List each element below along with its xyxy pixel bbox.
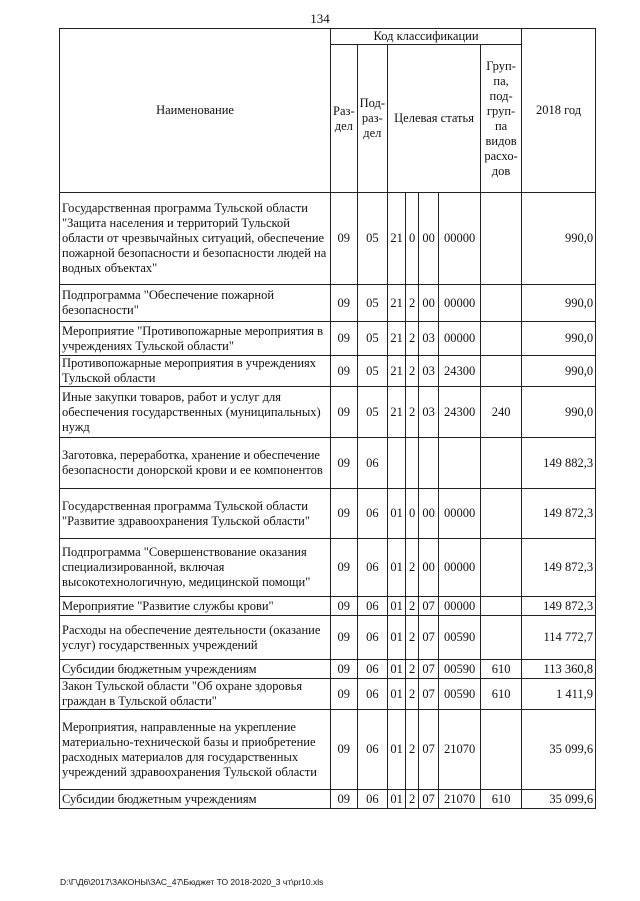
row-target-program: 21 <box>388 356 406 387</box>
table-row <box>60 616 596 660</box>
row-name: Субсидии бюджетным учреждениям <box>60 660 331 679</box>
row-amount: 113 360,8 <box>522 660 596 679</box>
row-target-event: 00 <box>419 539 439 597</box>
row-target-program: 21 <box>388 387 406 438</box>
row-amount: 990,0 <box>522 193 596 285</box>
row-expense-group <box>481 710 522 790</box>
row-expense-group <box>481 539 522 597</box>
row-name: Подпрограмма "Совершенствование оказания специализированной, включая высокотехнологичную, медицинской помощи" <box>60 539 331 597</box>
row-amount: 149 872,3 <box>522 539 596 597</box>
row-target-event: 07 <box>419 597 439 616</box>
row-name: Подпрограмма "Обеспечение пожарной безопасности" <box>60 285 331 322</box>
budget-table <box>59 28 596 809</box>
row-expense-group <box>481 285 522 322</box>
row-expense-group <box>481 597 522 616</box>
row-target-subprogram: 0 <box>406 193 419 285</box>
row-amount: 35 099,6 <box>522 790 596 809</box>
row-amount: 35 099,6 <box>522 710 596 790</box>
table-row <box>60 660 596 679</box>
row-podrazdel: 05 <box>357 285 387 322</box>
row-target-program: 01 <box>388 539 406 597</box>
row-target-subprogram: 2 <box>406 356 419 387</box>
row-target-direction: 00000 <box>439 539 481 597</box>
table-row <box>60 193 596 285</box>
header-target-article: Целевая статья <box>388 45 481 193</box>
row-target-subprogram: 2 <box>406 710 419 790</box>
row-target-event: 00 <box>419 489 439 539</box>
row-razdel: 09 <box>331 356 358 387</box>
row-podrazdel: 06 <box>357 710 387 790</box>
row-target-program: 01 <box>388 790 406 809</box>
table-row <box>60 679 596 710</box>
row-target-subprogram: 2 <box>406 597 419 616</box>
header-year: 2018 год <box>522 29 596 193</box>
header-expense-group: Груп- па, под- груп- па видов расхо- дов <box>481 45 522 193</box>
row-amount: 149 882,3 <box>522 438 596 489</box>
row-target-subprogram: 2 <box>406 322 419 356</box>
table-row <box>60 285 596 322</box>
row-razdel: 09 <box>331 193 358 285</box>
row-target-program: 21 <box>388 322 406 356</box>
row-podrazdel: 05 <box>357 356 387 387</box>
row-name: Мероприятия, направленные на укрепление материально-технической базы и приобретение расходных материалов для государственных учреждений здравоохранения Тульской области <box>60 710 331 790</box>
row-amount: 990,0 <box>522 285 596 322</box>
table-row <box>60 489 596 539</box>
row-expense-group: 610 <box>481 790 522 809</box>
row-target-event: 07 <box>419 710 439 790</box>
row-podrazdel: 06 <box>357 597 387 616</box>
row-target-event: 07 <box>419 616 439 660</box>
row-target-event: 03 <box>419 322 439 356</box>
row-target-subprogram: 0 <box>406 489 419 539</box>
row-target-subprogram: 2 <box>406 539 419 597</box>
row-target-event: 03 <box>419 356 439 387</box>
file-path-footer: D:\Г\Д6\2017\ЗАКОНЫ\ЗАС_47\Бюджет ТО 2018-2020_3 чт\pr10.xls <box>60 877 324 887</box>
header-name: Наименование <box>60 29 331 193</box>
row-target-direction: 00000 <box>439 193 481 285</box>
row-razdel: 09 <box>331 489 358 539</box>
header-podrazdel: Под- раз- дел <box>357 45 387 193</box>
row-target-direction: 00000 <box>439 489 481 539</box>
row-razdel: 09 <box>331 387 358 438</box>
row-target-direction <box>439 438 481 489</box>
row-razdel: 09 <box>331 660 358 679</box>
row-target-subprogram <box>406 438 419 489</box>
row-name: Мероприятие "Развитие службы крови" <box>60 597 331 616</box>
row-target-direction: 00000 <box>439 322 481 356</box>
row-target-direction: 21070 <box>439 790 481 809</box>
row-amount: 990,0 <box>522 356 596 387</box>
row-name: Противопожарные мероприятия в учреждениях Тульской области <box>60 356 331 387</box>
row-amount: 114 772,7 <box>522 616 596 660</box>
row-target-direction: 24300 <box>439 356 481 387</box>
row-expense-group <box>481 322 522 356</box>
row-podrazdel: 05 <box>357 322 387 356</box>
row-expense-group <box>481 193 522 285</box>
row-name: Заготовка, переработка, хранение и обеспечение безопасности донорской крови и ее компонентов <box>60 438 331 489</box>
row-expense-group: 240 <box>481 387 522 438</box>
row-expense-group <box>481 489 522 539</box>
row-target-program: 01 <box>388 489 406 539</box>
row-target-subprogram: 2 <box>406 285 419 322</box>
row-target-direction: 00590 <box>439 660 481 679</box>
row-target-program <box>388 438 406 489</box>
row-podrazdel: 06 <box>357 679 387 710</box>
row-target-direction: 00000 <box>439 285 481 322</box>
row-target-subprogram: 2 <box>406 679 419 710</box>
row-target-subprogram: 2 <box>406 660 419 679</box>
row-razdel: 09 <box>331 679 358 710</box>
row-podrazdel: 05 <box>357 387 387 438</box>
row-podrazdel: 06 <box>357 660 387 679</box>
row-name: Закон Тульской области "Об охране здоровья граждан в Тульской области" <box>60 679 331 710</box>
row-target-direction: 00590 <box>439 679 481 710</box>
row-expense-group <box>481 356 522 387</box>
header-razdel: Раз- дел <box>331 45 358 193</box>
row-razdel: 09 <box>331 539 358 597</box>
row-razdel: 09 <box>331 790 358 809</box>
row-target-event: 07 <box>419 679 439 710</box>
table-row <box>60 356 596 387</box>
row-name: Иные закупки товаров, работ и услуг для обеспечения государственных (муниципальных) нужд <box>60 387 331 438</box>
row-expense-group <box>481 616 522 660</box>
table-row <box>60 597 596 616</box>
table-row <box>60 438 596 489</box>
row-razdel: 09 <box>331 710 358 790</box>
row-target-event: 07 <box>419 790 439 809</box>
row-target-direction: 00000 <box>439 597 481 616</box>
row-target-event: 07 <box>419 660 439 679</box>
row-podrazdel: 06 <box>357 790 387 809</box>
table-row <box>60 539 596 597</box>
row-target-event: 03 <box>419 387 439 438</box>
row-name: Расходы на обеспечение деятельности (оказание услуг) государственных учреждений <box>60 616 331 660</box>
row-amount: 990,0 <box>522 387 596 438</box>
row-target-program: 01 <box>388 616 406 660</box>
row-target-program: 21 <box>388 193 406 285</box>
table-row <box>60 710 596 790</box>
row-razdel: 09 <box>331 597 358 616</box>
row-podrazdel: 06 <box>357 539 387 597</box>
header-code-classification: Код классификации <box>331 29 522 45</box>
row-podrazdel: 06 <box>357 616 387 660</box>
row-podrazdel: 05 <box>357 193 387 285</box>
row-target-subprogram: 2 <box>406 387 419 438</box>
row-name: Мероприятие "Противопожарные мероприятия в учреждениях Тульской области" <box>60 322 331 356</box>
row-target-program: 01 <box>388 597 406 616</box>
row-target-subprogram: 2 <box>406 790 419 809</box>
table-row <box>60 790 596 809</box>
row-target-direction: 24300 <box>439 387 481 438</box>
row-target-program: 01 <box>388 660 406 679</box>
row-expense-group <box>481 438 522 489</box>
table-row <box>60 322 596 356</box>
row-target-event: 00 <box>419 193 439 285</box>
row-target-subprogram: 2 <box>406 616 419 660</box>
row-target-program: 01 <box>388 679 406 710</box>
row-name: Субсидии бюджетным учреждениям <box>60 790 331 809</box>
row-amount: 990,0 <box>522 322 596 356</box>
row-name: Государственная программа Тульской области "Защита населения и территорий Тульской области от чрезвычайных ситуаций, обеспечение пожарной безопасности и безопасности людей на водных объектах" <box>60 193 331 285</box>
row-razdel: 09 <box>331 285 358 322</box>
row-target-program: 01 <box>388 710 406 790</box>
row-target-event: 00 <box>419 285 439 322</box>
row-razdel: 09 <box>331 322 358 356</box>
row-amount: 149 872,3 <box>522 597 596 616</box>
row-target-direction: 21070 <box>439 710 481 790</box>
row-expense-group: 610 <box>481 660 522 679</box>
row-amount: 1 411,9 <box>522 679 596 710</box>
page-number: 134 <box>310 11 330 26</box>
row-target-event <box>419 438 439 489</box>
row-expense-group: 610 <box>481 679 522 710</box>
row-razdel: 09 <box>331 438 358 489</box>
row-name: Государственная программа Тульской области "Развитие здравоохранения Тульской области" <box>60 489 331 539</box>
row-target-direction: 00590 <box>439 616 481 660</box>
row-podrazdel: 06 <box>357 489 387 539</box>
table-row <box>60 387 596 438</box>
row-podrazdel: 06 <box>357 438 387 489</box>
row-amount: 149 872,3 <box>522 489 596 539</box>
row-target-program: 21 <box>388 285 406 322</box>
row-razdel: 09 <box>331 616 358 660</box>
